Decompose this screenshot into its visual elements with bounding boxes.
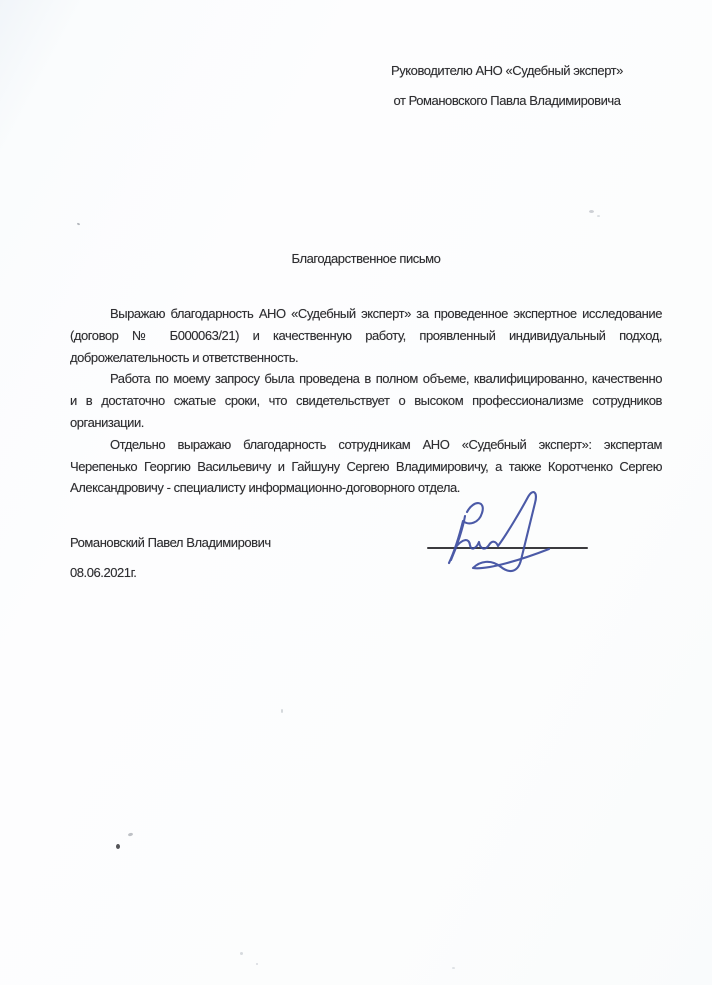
handwritten-signature-icon <box>425 488 555 575</box>
letter-body <box>70 303 662 499</box>
paragraph-line: Черепенько Георгию Васильевичу и Гайшуну Сергею Владимировичу, а также Коротченко Сергею <box>70 458 662 474</box>
scan-speckle <box>116 844 120 849</box>
paragraph-line: Отдельно выражаю благодарность сотрудникам АНО «Судебный эксперт»: экспертам <box>110 436 662 452</box>
scan-speckle <box>597 215 600 217</box>
letter-title: Благодарственное письмо <box>291 251 441 266</box>
recipient-block <box>347 56 667 116</box>
signoff-date: 08.06.2021г. <box>70 565 137 580</box>
scan-speckle <box>77 222 81 225</box>
paragraph-line: Александровичу - специалисту информационно-договорного отдела. <box>70 480 460 496</box>
scan-speckle <box>589 210 594 213</box>
scan-speckle <box>240 952 243 955</box>
scan-speckle <box>128 832 134 836</box>
scan-speckle <box>256 963 258 965</box>
recipient-line-2: от Романовского Павла Владимировича <box>393 93 621 108</box>
scan-speckle <box>452 967 455 969</box>
paragraph-line: организации. <box>70 414 144 430</box>
paragraph-line: (договор № Б000063/21) и качественную работу, проявленный индивидуальный подход, <box>70 327 662 343</box>
paragraph-line: Работа по моему запросу была проведена в полном объеме, квалифицированно, качественно <box>110 371 662 387</box>
signoff-name: Романовский Павел Владимирович <box>70 535 271 550</box>
paragraph-line: и в достаточно сжатые сроки, что свидетельствует о высоком профессионализме сотрудников <box>70 393 662 409</box>
recipient-line-1: Руководителю АНО «Судебный эксперт» <box>391 63 623 78</box>
paragraph-line: доброжелательность и ответственность. <box>70 349 299 365</box>
paragraph-line: Выражаю благодарность АНО «Судебный эксперт» за проведенное экспертное исследование <box>110 306 662 321</box>
scan-speckle <box>281 709 283 713</box>
